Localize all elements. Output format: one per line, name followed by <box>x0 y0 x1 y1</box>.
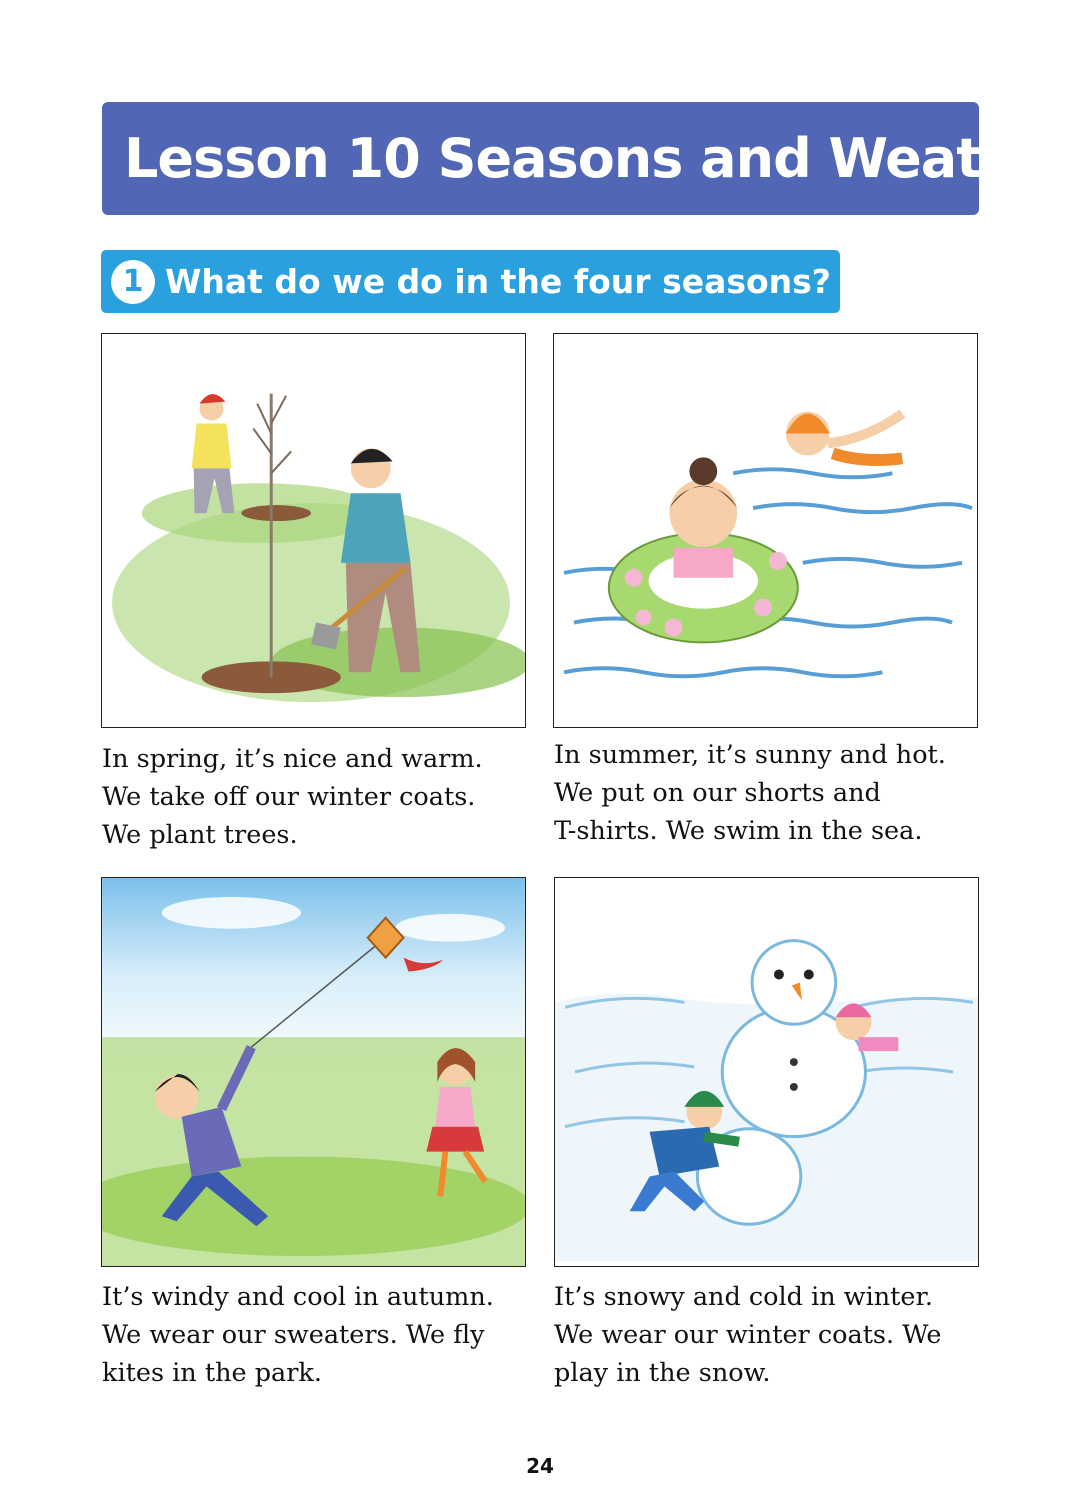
caption-line: We plant trees. <box>102 820 298 850</box>
caption-line: T-shirts. We swim in the sea. <box>554 816 923 846</box>
summer-caption <box>554 736 994 850</box>
spring-planting-trees-image <box>102 334 525 727</box>
winter-snowman-image <box>555 878 978 1266</box>
caption-line: We take off our winter coats. <box>102 782 476 812</box>
caption-line: In spring, it’s nice and warm. <box>102 744 483 774</box>
spring-caption <box>102 740 542 854</box>
caption-line: It’s snowy and cold in winter. <box>554 1282 934 1312</box>
spring-illustration <box>101 333 526 728</box>
caption-line: kites in the park. <box>102 1358 322 1388</box>
summer-illustration <box>553 333 978 728</box>
winter-illustration <box>554 877 979 1267</box>
summer-swimming-image <box>554 334 977 727</box>
caption-line: We wear our sweaters. We fly <box>102 1320 485 1350</box>
caption-line: In summer, it’s sunny and hot. <box>554 740 946 770</box>
page-number: 24 <box>526 1454 554 1478</box>
caption-line: play in the snow. <box>554 1358 771 1388</box>
autumn-caption <box>102 1278 542 1392</box>
caption-line: We put on our shorts and <box>554 778 881 808</box>
caption-line: It’s windy and cool in autumn. <box>102 1282 494 1312</box>
autumn-illustration <box>101 877 526 1267</box>
section-banner <box>101 250 840 313</box>
autumn-kite-flying-image <box>102 878 525 1266</box>
section-title: What do we do in the four seasons? <box>165 262 831 301</box>
lesson-title: Lesson 10 Seasons and Weather <box>124 127 1080 190</box>
caption-line: We wear our winter coats. We <box>554 1320 942 1350</box>
section-number-badge: 1 <box>111 260 155 304</box>
winter-caption <box>554 1278 994 1392</box>
lesson-banner <box>102 102 1080 215</box>
